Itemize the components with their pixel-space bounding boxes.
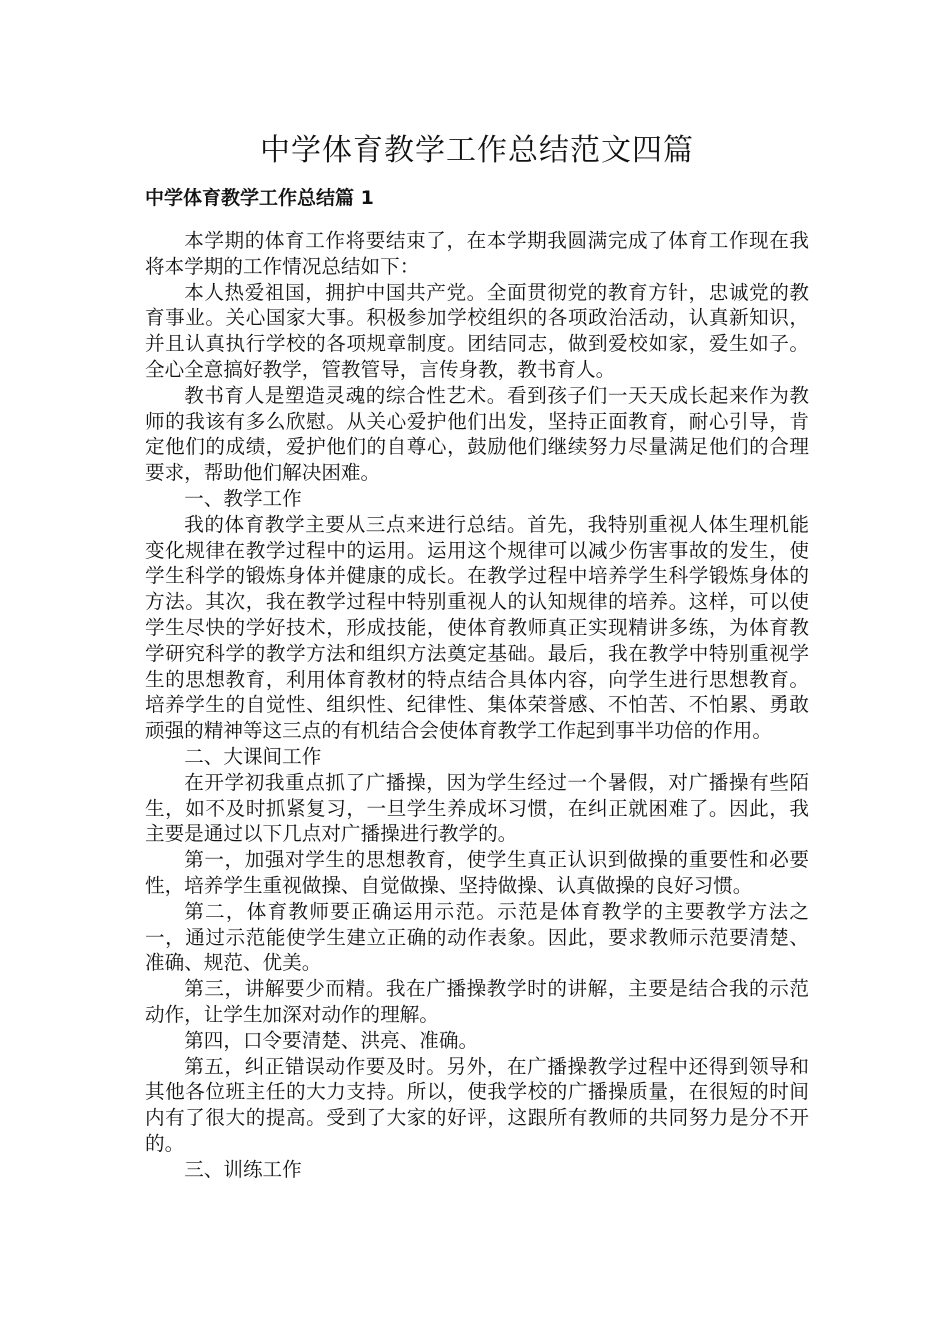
document-page <box>145 128 809 1182</box>
paragraph-point-4: 第四，口令要清楚、洪亮、准确。 <box>184 1028 479 1052</box>
subheading-training-work: 三、训练工作 <box>184 1157 302 1181</box>
paragraph-personal: 本人热爱祖国，拥护中国共产党。全面贯彻党的教育方针，忠诚党的教育事业。关心国家大事。积极参加学校组织的各项政治活动，认真新知识，并且认真执行学校的各项规章制度。团结同志，做到爱校如家，爱生如子。全心全意搞好教学，管教管导，言传身教，教书育人。 <box>145 280 809 381</box>
paragraph-point-5: 第五，纠正错误动作要及时。另外，在广播操教学过程中还得到领导和其他各位班主任的大力支持。所以，使我学校的广播操质量，在很短的时间内有了很大的提高。受到了大家的好评，这跟所有教师的共同努力是分不开的。 <box>145 1054 809 1155</box>
paragraph-point-2: 第二，体育教师要正确运用示范。示范是体育教学的主要教学方法之一，通过示范能使学生建立正确的动作表象。因此，要求教师示范要清楚、准确、规范、优美。 <box>145 899 809 975</box>
paragraph-point-3: 第三，讲解要少而精。我在广播操教学时的讲解，主要是结合我的示范动作，让学生加深对动作的理解。 <box>145 977 809 1026</box>
paragraph-broadcast-exercise: 在开学初我重点抓了广播操，因为学生经过一个暑假，对广播操有些陌生，如不及时抓紧复习，一旦学生养成坏习惯，在纠正就困难了。因此，我主要是通过以下几点对广播操进行教学的。 <box>145 770 809 846</box>
section-heading: 中学体育教学工作总结篇 1 <box>145 187 374 209</box>
paragraph-education: 教书育人是塑造灵魂的综合性艺术。看到孩子们一天天成长起来作为教师的我该有多么欣慰。从关心爱护他们出发，坚持正面教育，耐心引导，肯定他们的成绩，爱护他们的自尊心，鼓励他们继续努力尽量满足他们的合理要求，帮助他们解决困难。 <box>145 383 809 485</box>
paragraph-point-1: 第一，加强对学生的思想教育，使学生真正认识到做操的重要性和必要性，培养学生重视做操、自觉做操、坚持做操、认真做操的良好习惯。 <box>145 848 809 897</box>
document-body <box>145 228 809 1182</box>
paragraph-intro: 本学期的体育工作将要结束了，在本学期我圆满完成了体育工作现在我将本学期的工作情况总结如下： <box>145 229 809 278</box>
paragraph-teaching: 我的体育教学主要从三点来进行总结。首先，我特别重视人体生理机能变化规律在教学过程中的运用。运用这个规律可以减少伤害事故的发生，使学生科学的锻炼身体并健康的成长。在教学过程中培养学生科学锻炼身体的方法。其次，我在教学过程中特别重视人的认知规律的培养。这样，可以使学生尽快的学好技术，形成技能，使体育教师真正实现精讲多练，为体育教学研究科学的教学方法和组织方法奠定基础。最后，我在教学中特别重视学生的思想教育，利用体育教材的特点结合具体内容，向学生进行思想教育。培养学生的自觉性、组织性、纪律性、集体荣誉感、不怕苦、不怕累、勇敢顽强的精神等这三点的有机结合会使体育教学工作起到事半功倍的作用。 <box>145 512 809 743</box>
document-title: 中学体育教学工作总结范文四篇 <box>260 133 694 168</box>
subheading-break-work: 二、大课间工作 <box>184 744 322 768</box>
subheading-teaching-work: 一、教学工作 <box>184 486 302 510</box>
